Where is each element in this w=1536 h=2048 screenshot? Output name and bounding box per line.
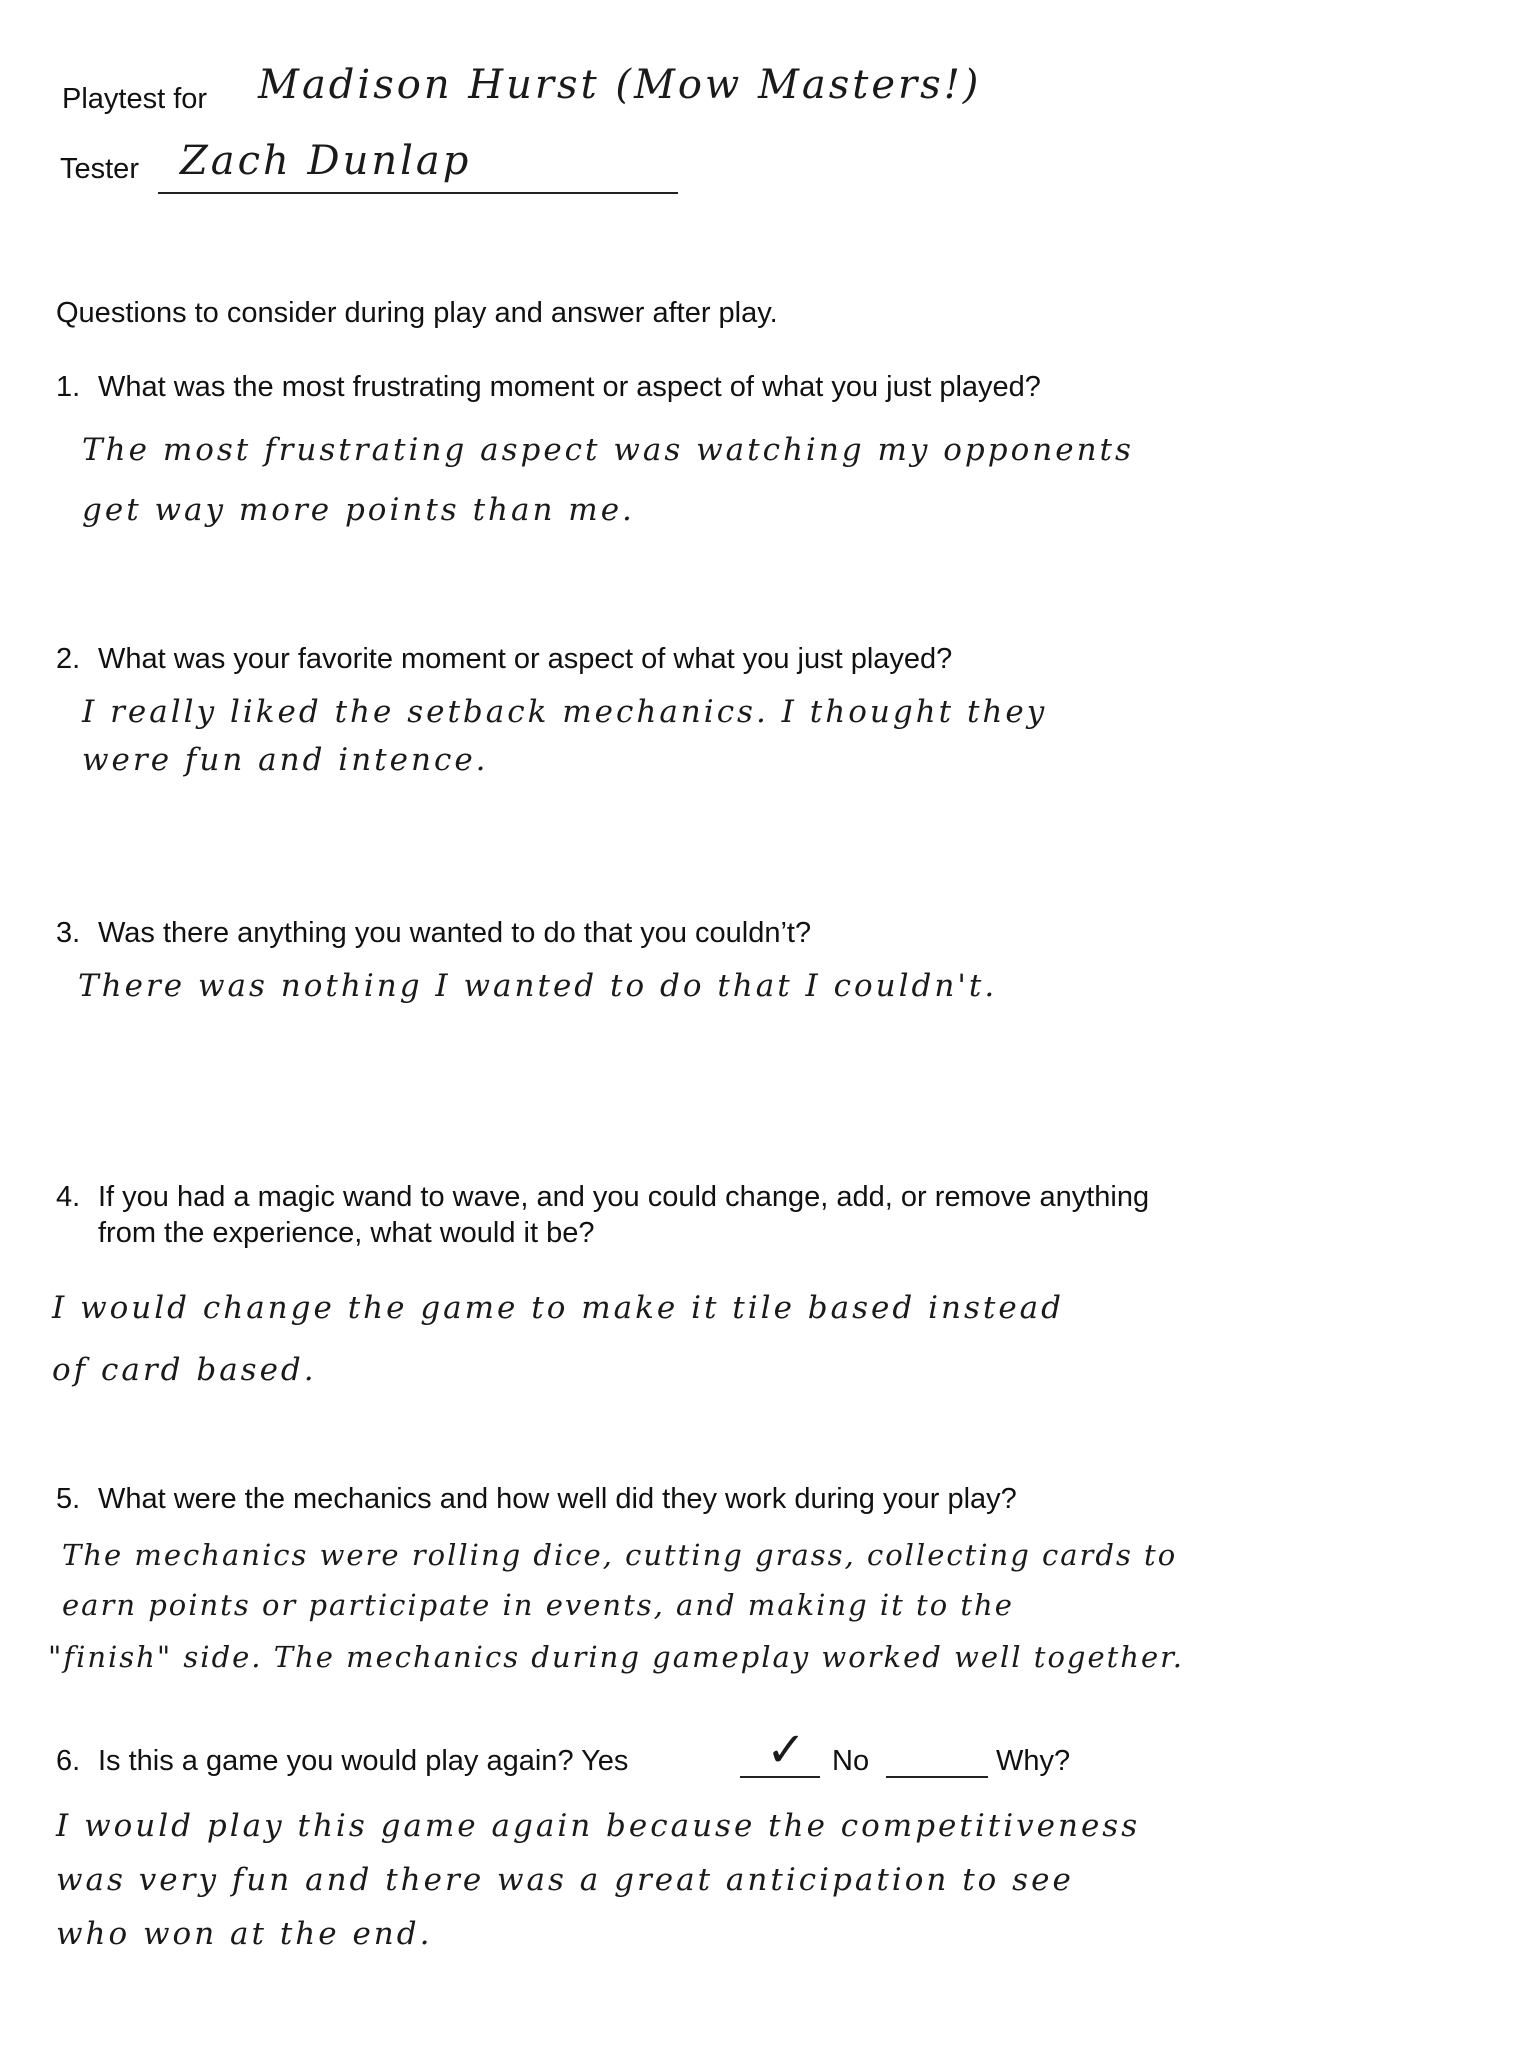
answer-1-line-1: The most frustrating aspect was watching my opponents: [82, 432, 1134, 468]
intro-text: Questions to consider during play and answer after play.: [56, 297, 778, 329]
no-blank: [886, 1776, 988, 1778]
question-5-number: 5.: [56, 1483, 81, 1515]
question-1: [56, 370, 1041, 404]
question-2: [56, 642, 952, 676]
answer-4-line-2: of card based.: [52, 1352, 317, 1388]
question-4-text-line-2: from the experience, what would it be?: [98, 1217, 595, 1249]
answer-6-line-1: I would play this game again because the competitiveness: [56, 1808, 1141, 1844]
question-5-text: What were the mechanics and how well did they work during your play?: [98, 1483, 1017, 1515]
answer-2-line-2: were fun and intence.: [82, 742, 489, 778]
no-label: No: [832, 1745, 870, 1777]
question-4-text-line-1: If you had a magic wand to wave, and you could change, add, or remove anything: [98, 1181, 1150, 1213]
answer-5-line-1: The mechanics were rolling dice, cutting grass, collecting cards to: [62, 1538, 1178, 1572]
question-6-text: Is this a game you would play again?: [98, 1745, 574, 1777]
answer-6-line-3: who won at the end.: [56, 1916, 433, 1952]
answer-2-line-1: I really liked the setback mechanics. I thought they: [82, 694, 1048, 730]
playtest-value: Madison Hurst (Mow Masters!): [258, 62, 982, 108]
question-4: [56, 1180, 1149, 1214]
question-2-text: What was your favorite moment or aspect of what you just played?: [98, 643, 953, 675]
answer-5-line-2: earn points or participate in events, and making it to the: [62, 1588, 1014, 1622]
question-3-number: 3.: [56, 917, 81, 949]
question-5: [56, 1482, 1017, 1516]
question-6: [56, 1744, 628, 1778]
why-label: Why?: [996, 1745, 1071, 1777]
playtest-label: Playtest for: [62, 83, 208, 115]
answer-3-line-1: There was nothing I wanted to do that I couldn't.: [78, 968, 998, 1004]
tester-label: Tester: [60, 153, 139, 185]
answer-6-line-2: was very fun and there was a great anticipation to see: [56, 1862, 1074, 1898]
tester-value: Zach Dunlap: [180, 138, 472, 184]
yes-label: Yes: [581, 1745, 629, 1777]
check-mark-icon: ✓: [766, 1722, 807, 1778]
question-1-text: What was the most frustrating moment or aspect of what you just played?: [98, 371, 1041, 403]
answer-1-line-2: get way more points than me.: [82, 492, 635, 528]
question-6-number: 6.: [56, 1745, 81, 1777]
tester-underline: [158, 192, 678, 194]
question-2-number: 2.: [56, 643, 81, 675]
answer-4-line-1: I would change the game to make it tile based instead: [52, 1290, 1064, 1326]
question-3: [56, 916, 811, 950]
answer-5-line-3: "finish" side. The mechanics during gameplay worked well together.: [48, 1640, 1185, 1674]
question-4-number: 4.: [56, 1181, 81, 1213]
question-1-number: 1.: [56, 371, 81, 403]
question-3-text: Was there anything you wanted to do that you couldn’t?: [98, 917, 812, 949]
